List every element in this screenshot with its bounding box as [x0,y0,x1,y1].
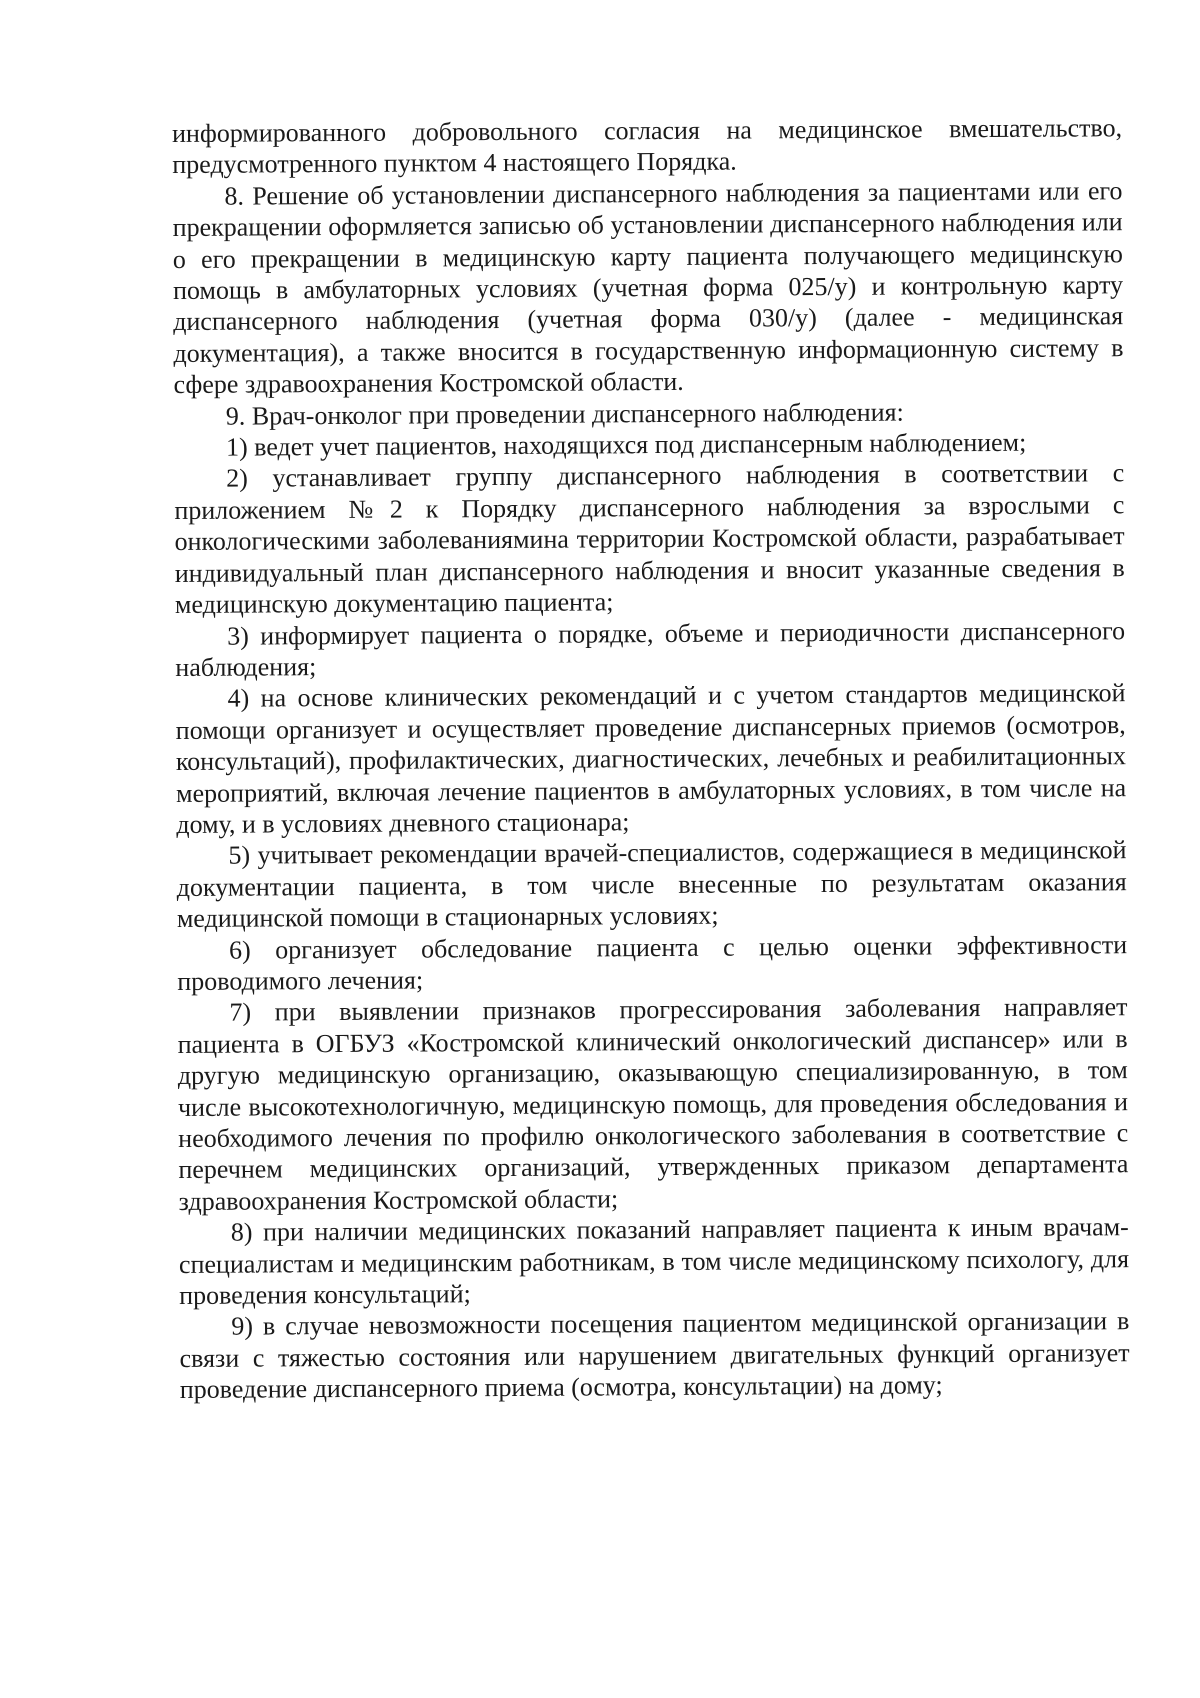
list-item-5: 5) учитывает рекомендации врачей-специалистов, содержащиеся в медицинской документации пациента, в том числе внесенные по результатам оказания медицинской помощи в стационарных условиях; [176,835,1127,934]
paragraph-consent-continuation: информированного добровольного согласия на медицинское вмешательство, предусмотренного пунктом 4 настоящего Порядка. [172,113,1123,180]
paragraph-item-8-decision: 8. Решение об установлении диспансерного наблюдения за пациентами или его прекращении оформляется записью об установлении диспансерного наблюдения или о его прекращении в медицинскую карту пациента получающего медицинскую помощь в амбулаторных условиях (учетная форма 025/у) и контрольную карту диспансерного наблюдения (учетная форма 030/у) (далее - медицинская документация), а также вносится в государственную информационную систему в сфере здравоохранения Костромской области. [172,176,1124,400]
list-item-1: 1) ведет учет пациентов, находящихся под диспансерным наблюдением; [225,427,1027,462]
list-item-7: 7) при выявлении признаков прогрессирования заболевания направляет пациента в ОГБУЗ «Костромской клинический онкологический диспансер» или в другую медицинскую организацию, оказывающую специализированную, в том числе высокотехнологичную, медицинскую помощь, для проведения обследования и необходимого лечения по профилю онкологического заболевания в соответствие с перечнем медицинских организаций, утвержденных приказом департамента здравоохранения Костромской области; [177,992,1129,1216]
list-item-8: 8) при наличии медицинских показаний направляет пациента к иным врачам-специалистам и медицинским работникам, в том числе медицинскому психологу, для проведения консультаций; [178,1212,1130,1311]
list-item-3: 3) информирует пациента о порядке, объеме и периодичности диспансерного наблюдения; [175,615,1126,682]
list-item-4: 4) на основе клинических рекомендаций и с учетом стандартов медицинской помощи организует и осуществляет проведение диспансерных приемов (осмотров, консультаций), профилактических, диагностических, лечебных и реабилитационных мероприятий, включая лечение пациентов в амбулаторных условиях, в том числе на дому, и в условиях дневного стационара; [175,678,1127,839]
list-item-9: 9) в случае невозможности посещения пациентом медицинской организации в связи с тяжестью состояния или нарушением двигательных функций организует проведение диспансерного приема (осмотра, консультации) на дому; [179,1306,1130,1405]
list-item-6: 6) организует обследование пациента с целью оценки эффективности проводимого лечения; [177,929,1128,996]
paragraph-item-9-oncologist: 9. Врач-онколог при проведении диспансерного наблюдения: [225,397,904,431]
document-page [172,112,1130,1405]
list-item-2: 2) устанавливает группу диспансерного наблюдения в соответствии с приложением №2 к Порядку диспансерного наблюдения за взрослыми с онкологическими заболеваниямина территории Костромской области, разрабатывает индивидуальный план диспансерного наблюдения и вносит указанные сведения в медицинскую документацию пациента; [174,458,1125,620]
